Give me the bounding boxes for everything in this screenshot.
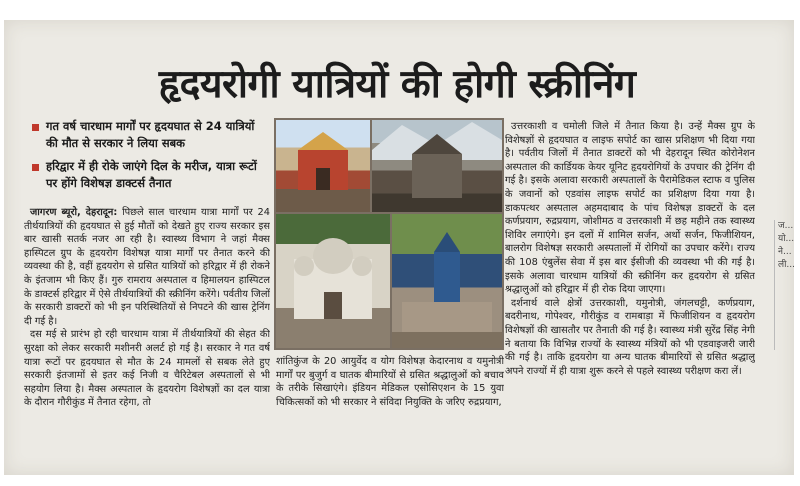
summary-bullets — [30, 118, 258, 198]
temple-illustration — [276, 120, 370, 212]
right-column — [505, 120, 755, 425]
paragraph: शांतिकुंज के 20 आयुर्वेद व योग विशेषज्ञ केदारनाथ व यमुनोत्री मार्गों पर बुजुर्ग व घातक बीमारियों से ग्रसित श्रद्धालुओं को बचाव के तरीके सिखाएंगे। इंडियन मेडिकल एसोसिएशन के 15 युवा चिकित्सकों को भी सरकार ने संविदा नियुक्ति के जरिए रुद्रप्रयाग, — [276, 356, 504, 408]
byline: जागरण ब्यूरो, देहरादून: — [30, 207, 118, 218]
yamunotri-temple-photo — [392, 214, 502, 348]
temple-illustration — [392, 214, 502, 348]
paragraph: दर्शनार्थ वाले क्षेत्रों उत्तरकाशी, यमुनोत्री, जंगलचट्टी, कर्णप्रयाग, बदरीनाथ, गोपेश्वर, गौरीकुंड व रामबाड़ा में फिजीशियन व हृदयरोग विशेषज्ञों की खासतौर पर तैनाती की गई है। स्वास्थ्य मंत्री सुरेंद्र सिंह नेगी ने बताया कि विभिन्न राज्यों के स्वास्थ्य मंत्रियों को भी एडवाइजरी जारी की गई है। ताकि हृदयरोग या अन्य घातक बीमारियों से ग्रसित श्रद्धालु अपने राज्यों में ही यात्रा शुरू करने से पहले स्वास्थ्य परीक्षण करा लें। — [505, 297, 755, 377]
middle-bottom-column — [276, 355, 504, 429]
left-column — [24, 206, 270, 431]
summary-bullet-text: हरिद्वार में ही रोके जाएंगे दिल के मरीज, यात्रा रूटों पर होंगे विशेषज्ञ डाक्टर्स तैनात — [46, 159, 257, 190]
temple-photo-grid — [274, 118, 504, 350]
badrinath-temple-photo — [276, 120, 370, 212]
headline: हृदयरोगी यात्रियों की होगी स्क्रीनिंग — [158, 61, 636, 107]
paragraph: दस मई से प्रारंभ हो रही चारधाम यात्रा में तीर्थयात्रियों की सेहत की सुरक्षा को लेकर सरकारी मशीनरी अलर्ट हो गई है। सरकार ने गत वर्ष यात्रा रूटों पर हृदयघात से मौत के 24 मामलों से सबक लेते हुए सरकारी इंतजामों से इतर कई निजी व चैरिटेबल अस्पतालों से भी सहयोग लिया है। मैक्स अस्पताल के हृदयरोग विशेषज्ञों का दल यात्रा के दौरान गौरीकुंड में तैनात रहेगा, तो — [24, 329, 270, 409]
temple-illustration — [372, 120, 502, 212]
summary-bullet-text: गत वर्ष चारधाम मार्गों पर हृदयघात से 24 यात्रियों की मौत से सरकार ने लिया सबक — [46, 119, 255, 150]
summary-bullet — [30, 158, 258, 192]
paragraph: उत्तरकाशी व चमोली जिले में तैनात किया है। उन्हें मैक्स ग्रुप के विशेषज्ञों से हृदयघात व लाइफ सपोर्ट का खास प्रशिक्षण भी दिया गया है। पर्वतीय जिलों में तैनात डाक्टरों को भी देहरादून स्थित कोरोनेशन अस्पताल की कार्डियक केयर यूनिट हृदयरोगियों के उपचार की ट्रेनिंग दी गई है। इसके अलावा सरकारी अस्पतालों के पैरामेडिकल स्टाफ व पुलिस के जवानों को एडवांस लाइफ सपोर्ट का प्रशिक्षण दिया गया है। डाकपत्थर अस्पताल अहमदाबाद के पांच विशेषज्ञ डाक्टरों के दल कर्णप्रयाग, रुद्रप्रयाग, जोशीमठ व उत्तरकाशी में छह महीने तक स्वास्थ्य शिविर लगाएंगे। इन दलों में शामिल सर्जन, अर्थो सर्जन, फिजीशियन, बालरोग विशेषज्ञ सरकारी अस्पतालों में रोगियों का उपचार करेंगे। राज्य की 108 एंबुलेंस सेवा में इस बार ईसीजी की व्यवस्था भी की गई है। इसके अलावा चारधाम यात्रियों की स्क्रीनिंग कर हृदयरोग से ग्रसित श्रद्धालुओं को हरिद्वार में ही रोक दिया जाएगा। — [505, 121, 755, 296]
paragraph — [24, 206, 270, 328]
gangotri-temple-photo — [276, 214, 390, 348]
paragraph-text: पिछले साल चारधाम यात्रा मार्गों पर 24 तीर्थयात्रियों की हृदयघात से हुई मौतों को देखते हुए राज्य सरकार इस बार खासी सतर्क नजर आ रही है। स्वास्थ्य विभाग ने जहां मैक्स हास्पिटल ग्रुप के हृदयरोग विशेषज्ञ यात्रा मार्गों पर तैनात करने की व्यवस्था की है, वहीं हृदयरोग से ग्रसित यात्रियों को हरिद्वार में ही रोकने के इंतजाम भी किए हैं। गुरु रामराय अस्पताल व हिमालयन हास्पिटल के डाक्टर्स हरिद्वार में ऐसे तीर्थयात्रियों की स्क्रीनिंग करेंगे। पर्वतीय जिलों के सरकारी डाक्टरों को भी इन परिस्थितियों से निपटने की खास ट्रेनिंग दी गई है। — [24, 207, 270, 327]
kedarnath-temple-photo — [372, 120, 502, 212]
summary-bullet — [30, 118, 258, 152]
temple-illustration — [276, 214, 390, 348]
red-square-bullet-icon — [32, 164, 39, 171]
adjacent-article-edge: ज... यो... ने... ली... — [774, 220, 796, 350]
red-square-bullet-icon — [32, 124, 39, 131]
